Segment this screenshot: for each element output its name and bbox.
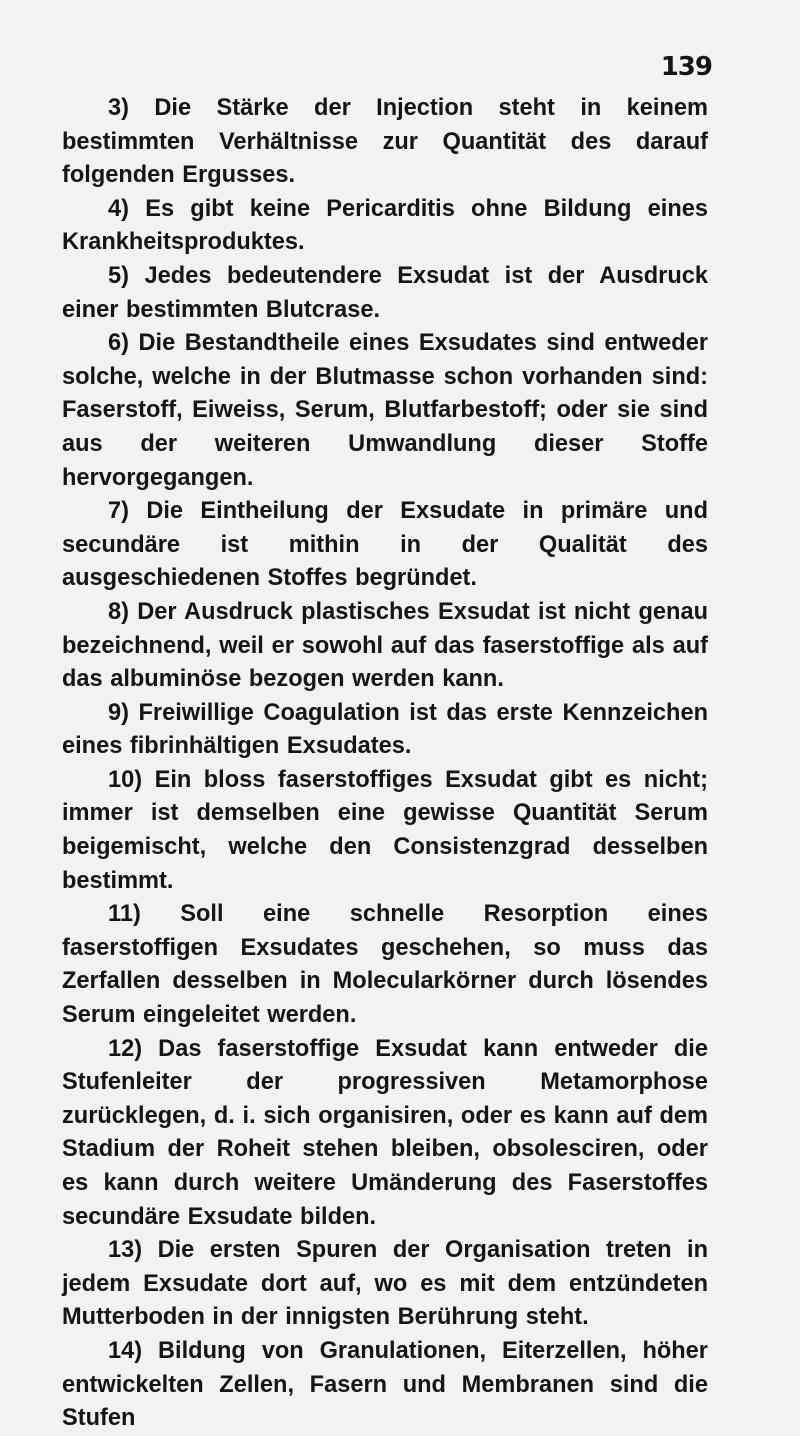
- paragraph-3: 3) Die Stärke der Injection steht in keinem bestimmten Verhältnisse zur Quantität des darauf folgenden Ergusses.: [62, 95, 708, 189]
- body-text: [62, 92, 708, 1436]
- paragraph-14: 14) Bildung von Granulationen, Eiterzellen, höher entwickelten Zellen, Fasern und Membranen sind die Stufen: [62, 1337, 708, 1432]
- paragraph-7: 7) Die Eintheilung der Exsudate in primäre und secundäre ist mithin in der Qualität des ausgeschiedenen Stoffes begründet.: [62, 498, 708, 592]
- paragraph-9: 9) Freiwillige Coagulation ist das erste Kennzeichen eines fibrinhältigen Exsudates.: [62, 699, 708, 760]
- paragraph-8: 8) Der Ausdruck plastisches Exsudat ist nicht genau bezeichnend, weil er sowohl auf das faserstoffige als auf das albuminöse bezogen werden kann.: [62, 598, 708, 693]
- paragraph-10: 10) Ein bloss faserstoffiges Exsudat gibt es nicht; immer ist demselben eine gewisse Quantität Serum beigemischt, welche den Consistenzgrad desselben bestimmt.: [62, 766, 708, 894]
- paragraph-11: 11) Soll eine schnelle Resorption eines faserstoffigen Exsudates geschehen, so muss das Zerfallen desselben in Molecularkörner durch lösendes Serum eingeleitet werden.: [62, 901, 708, 1029]
- page-number: 139: [660, 52, 712, 82]
- paragraph-4: 4) Es gibt keine Pericarditis ohne Bildung eines Krankheitsproduktes.: [62, 195, 708, 256]
- paragraph-13: 13) Die ersten Spuren der Organisation treten in jedem Exsudate dort auf, wo es mit dem entzündeten Mutterboden in der innigsten Berührung steht.: [62, 1237, 708, 1331]
- paragraph-12: 12) Das faserstoffige Exsudat kann entweder die Stufenleiter der progressiven Metamorphose zurücklegen, d. i. sich organisiren, oder es kann auf dem Stadium der Roheit stehen bleiben, obsolesciren, oder es kann durch weitere Umänderung des Faserstoffes secundäre Exsudate bilden.: [62, 1035, 708, 1230]
- paragraph-6: 6) Die Bestandtheile eines Exsudates sind entweder solche, welche in der Blutmasse schon vorhanden sind: Faserstoff, Eiweiss, Serum, Blutfarbestoff; oder sie sind aus der weiteren Umwandlung dieser Stoffe hervorgegangen.: [62, 330, 708, 491]
- paragraph-5: 5) Jedes bedeutendere Exsudat ist der Ausdruck einer bestimmten Blutcrase.: [62, 262, 708, 323]
